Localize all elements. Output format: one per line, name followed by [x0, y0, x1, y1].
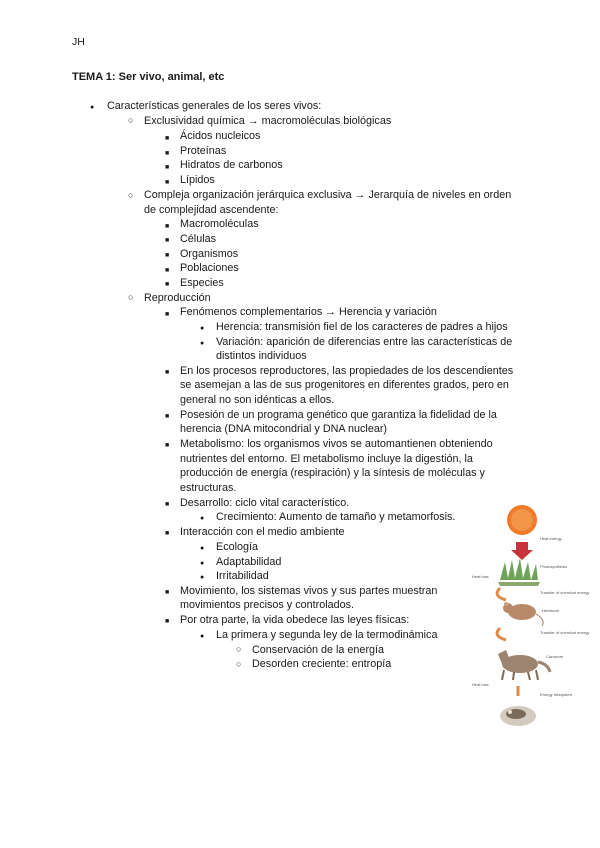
bullet-square-icon: [165, 527, 169, 538]
bullet-disc-icon: [200, 322, 204, 333]
bullet-square-icon: [165, 176, 169, 187]
list-item-procesos: En los procesos reproductores, las propiedades de los descendientes: [180, 365, 514, 377]
list-item-posesion-cont: herencia (DNA mitocondrial y DNA nuclear): [180, 423, 388, 435]
bullet-disc-icon: [200, 542, 204, 553]
bullet-square-icon: [165, 615, 169, 626]
list-item-desarrollo: Desarrollo: ciclo vital característico.: [180, 497, 350, 509]
energy-arrow-icon: [511, 542, 533, 560]
list-item-procesos-cont2: general no son idénticas a ellos.: [180, 394, 335, 406]
list-item-irritabilidad: Irritabilidad: [216, 570, 269, 582]
figure-label-7b: Heat loss: [472, 682, 489, 687]
list-item-crecimiento: Crecimiento: Aumento de tamaño y metamorfosis.: [216, 511, 456, 523]
bullet-square-icon: [165, 161, 169, 172]
list-item-caracteristicas: Características generales de los seres vivos:: [107, 100, 322, 112]
list-item-fenomenos: Fenómenos complementarios → Herencia y variación: [180, 306, 437, 318]
list-item-proteinas: Proteínas: [180, 145, 227, 157]
bullet-disc-icon: [200, 571, 204, 582]
list-item-celulas: Células: [180, 233, 217, 245]
list-item-organismos: Organismos: [180, 248, 239, 260]
bullet-disc-icon: [90, 101, 94, 112]
list-item-metabolismo-cont2: producción de energía (respiración) y la síntesis de moléculas y: [180, 467, 485, 479]
bullet-square-icon: [165, 366, 169, 377]
list-item-movimiento-cont: movimientos precisos y controlados.: [180, 599, 355, 611]
figure-label-1: Heat energy: [540, 536, 562, 541]
figure-label-8: Energy dissipated: [540, 692, 572, 697]
list-item-adaptabilidad: Adaptabilidad: [216, 556, 282, 568]
list-item-desorden: Desorden creciente: entropía: [252, 658, 392, 670]
list-item-procesos-cont1: se asemejan a las de sus progenitores en diferentes grados, pero en: [180, 379, 509, 391]
list-item-interaccion: Interacción con el medio ambiente: [180, 526, 345, 538]
figure-label-5: Transfer of chemical energy: [540, 630, 590, 635]
list-item-hidratos: Hidratos de carbonos: [180, 159, 283, 171]
bullet-disc-icon: [200, 630, 204, 641]
list-item-variacion: Variación: aparición de diferencias entre las características de: [216, 336, 513, 348]
bullet-square-icon: [165, 249, 169, 260]
list-item-ecologia: Ecología: [216, 541, 259, 553]
list-item-compleja: Compleja organización jerárquica exclusiva → Jerarquía de niveles en orden: [144, 189, 512, 201]
list-item-ley: La primera y segunda ley de la termodinámica: [216, 629, 438, 641]
bullet-circle-icon: [236, 644, 241, 655]
list-item-conservacion: Conservación de la energía: [252, 644, 385, 656]
list-item-variacion-cont: distintos individuos: [216, 350, 307, 362]
transfer-arrow-icon: [497, 628, 506, 640]
list-item-reproduccion: Reproducción: [144, 292, 211, 304]
sun-icon: [507, 505, 537, 535]
bullet-disc-icon: [200, 512, 204, 523]
figure-label-3: Transfer of chemical energy: [540, 590, 590, 595]
transfer-arrow-icon: [497, 588, 506, 600]
list-item-metabolismo-cont1: nutrientes del entorno. El metabolismo incluye la digestión, la: [180, 453, 473, 465]
grass-icon: [498, 558, 540, 586]
figure-label-6: Carnivore: [546, 654, 564, 659]
bullet-square-icon: [165, 264, 169, 275]
bullet-square-icon: [165, 439, 169, 450]
document-header: JH: [72, 36, 85, 48]
list-item-herencia: Herencia: transmisión fiel de los caracteres de padres a hijos: [216, 321, 508, 333]
bullet-square-icon: [165, 410, 169, 421]
bullet-circle-icon: [128, 190, 133, 201]
document-title: TEMA 1: Ser vivo, animal, etc: [72, 71, 225, 83]
remains-icon: [500, 706, 536, 726]
coyote-icon: [498, 650, 550, 680]
list-item-metabolismo-cont3: estructuras.: [180, 482, 237, 494]
list-item-lipidos: Lípidos: [180, 174, 215, 186]
list-item-poblaciones: Poblaciones: [180, 262, 239, 274]
bullet-circle-icon: [128, 292, 133, 303]
list-item-posesion: Posesión de un programa genético que garantiza la fidelidad de la: [180, 409, 497, 421]
bullet-square-icon: [165, 498, 169, 509]
list-item-acidos: Ácidos nucleicos: [180, 130, 261, 142]
list-item-macromoleculas: Macromoléculas: [180, 218, 259, 230]
figure-label-4: Herbivore: [542, 608, 560, 613]
bullet-square-icon: [165, 278, 169, 289]
bullet-circle-icon: [128, 115, 133, 126]
bullet-square-icon: [165, 220, 169, 231]
bullet-disc-icon: [200, 337, 204, 348]
list-item-exclusividad: Exclusividad química → macromoléculas biológicas: [144, 115, 392, 127]
list-item-compleja-cont: de complejidad ascendente:: [144, 204, 279, 216]
energy-flow-illustration: [470, 500, 590, 740]
list-item-metabolismo: Metabolismo: los organismos vivos se automantienen obteniendo: [180, 438, 493, 450]
bullet-circle-icon: [236, 659, 241, 670]
bullet-square-icon: [165, 586, 169, 597]
figure-label-2: Photosynthesis: [540, 564, 568, 569]
list-item-movimiento: Movimiento, los sistemas vivos y sus partes muestran: [180, 585, 438, 597]
bullet-square-icon: [165, 147, 169, 158]
bullet-square-icon: [165, 132, 169, 143]
list-item-especies: Especies: [180, 277, 224, 289]
bullet-square-icon: [165, 308, 169, 319]
mouse-icon: [503, 602, 543, 626]
list-item-otra-parte: Por otra parte, la vida obedece las leyes físicas:: [180, 614, 410, 626]
figure-label-7: Heat loss: [472, 574, 489, 579]
bullet-disc-icon: [200, 557, 204, 568]
bullet-square-icon: [165, 234, 169, 245]
